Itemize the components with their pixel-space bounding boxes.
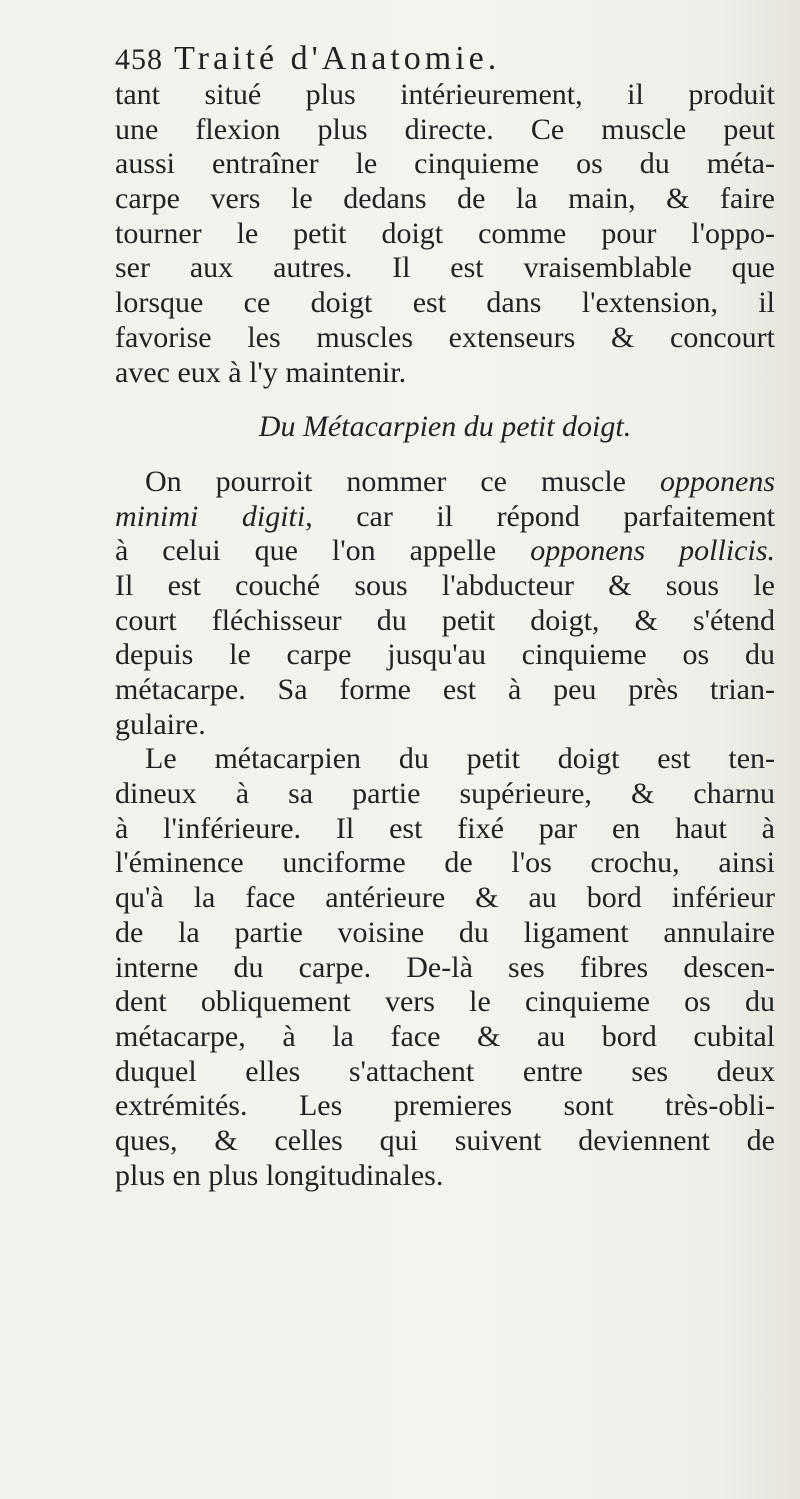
text-line: de la partie voisine du ligament annulaire [115, 915, 775, 949]
running-title: Traité d'Anatomie. [174, 40, 501, 77]
page-number: 458 [115, 43, 163, 76]
text-line: lorsque ce doigt est dans l'extension, il [115, 286, 775, 320]
latin-term: opponens [660, 464, 776, 498]
text-line: gulaire. [115, 707, 206, 741]
text-line [115, 465, 775, 500]
text-line: une flexion plus directe. Ce muscle peut [115, 112, 775, 146]
text-span: , car il répond parfaitement [305, 499, 775, 533]
text-line: qu'à la face antérieure & au bord inférieur [115, 881, 775, 915]
text-line: l'éminence unciforme de l'os crochu, ainsi [115, 846, 775, 880]
latin-term: opponens pollicis. [530, 534, 776, 568]
text-line: depuis le carpe jusqu'au cinquieme os du [115, 638, 775, 672]
text-line: interne du carpe. De-là ses fibres descen- [115, 950, 775, 984]
text-line: carpe vers le dedans de la main, & faire [115, 182, 775, 216]
text-line: ser aux autres. Il est vraisemblable que [115, 251, 775, 285]
text-line: tourner le petit doigt comme pour l'oppo- [115, 216, 775, 250]
text-span: On pourroit nommer ce muscle [145, 464, 626, 498]
paragraph-continuation [115, 78, 775, 390]
text-line [115, 534, 775, 569]
paragraph-opponens [115, 465, 775, 743]
text-line [115, 500, 775, 535]
text-span: à celui que l'on appelle [115, 534, 497, 568]
text-line: Le métacarpien du petit doigt est ten- [145, 742, 775, 776]
latin-term: minimi digiti [115, 499, 306, 533]
text-line: Il est couché sous l'abducteur & sous le [115, 568, 775, 602]
text-line: à l'inférieure. Il est fixé par en haut à [115, 811, 775, 845]
text-line: métacarpe. Sa forme est à peu près trian- [115, 673, 775, 706]
paragraph-description [115, 742, 775, 1193]
text-line: aussi entraîner le cinquieme os du méta- [115, 147, 775, 181]
text-line: duquel elles s'attachent entre ses deux [115, 1054, 775, 1088]
text-line: favorise les muscles extenseurs & concourt [115, 320, 775, 354]
text-line: avec eux à l'y maintenir. [115, 355, 407, 389]
text-line: tant situé plus intérieurement, il produit [115, 78, 775, 111]
body-text [115, 78, 775, 1193]
section-heading: Du Métacarpien du petit doigt. [258, 410, 632, 444]
text-line: plus en plus longitudinales. [115, 1158, 444, 1192]
text-line: dent obliquement vers le cinquieme os du [115, 985, 775, 1019]
text-line: métacarpe, à la face & au bord cubital [115, 1019, 775, 1053]
text-line: ques, & celles qui suivent deviennent de [115, 1123, 775, 1157]
text-line: court fléchisseur du petit doigt, & s'étend [115, 603, 775, 637]
text-line: dineux à sa partie supérieure, & charnu [115, 777, 775, 811]
text-line: extrémités. Les premieres sont très-obli- [115, 1089, 775, 1123]
